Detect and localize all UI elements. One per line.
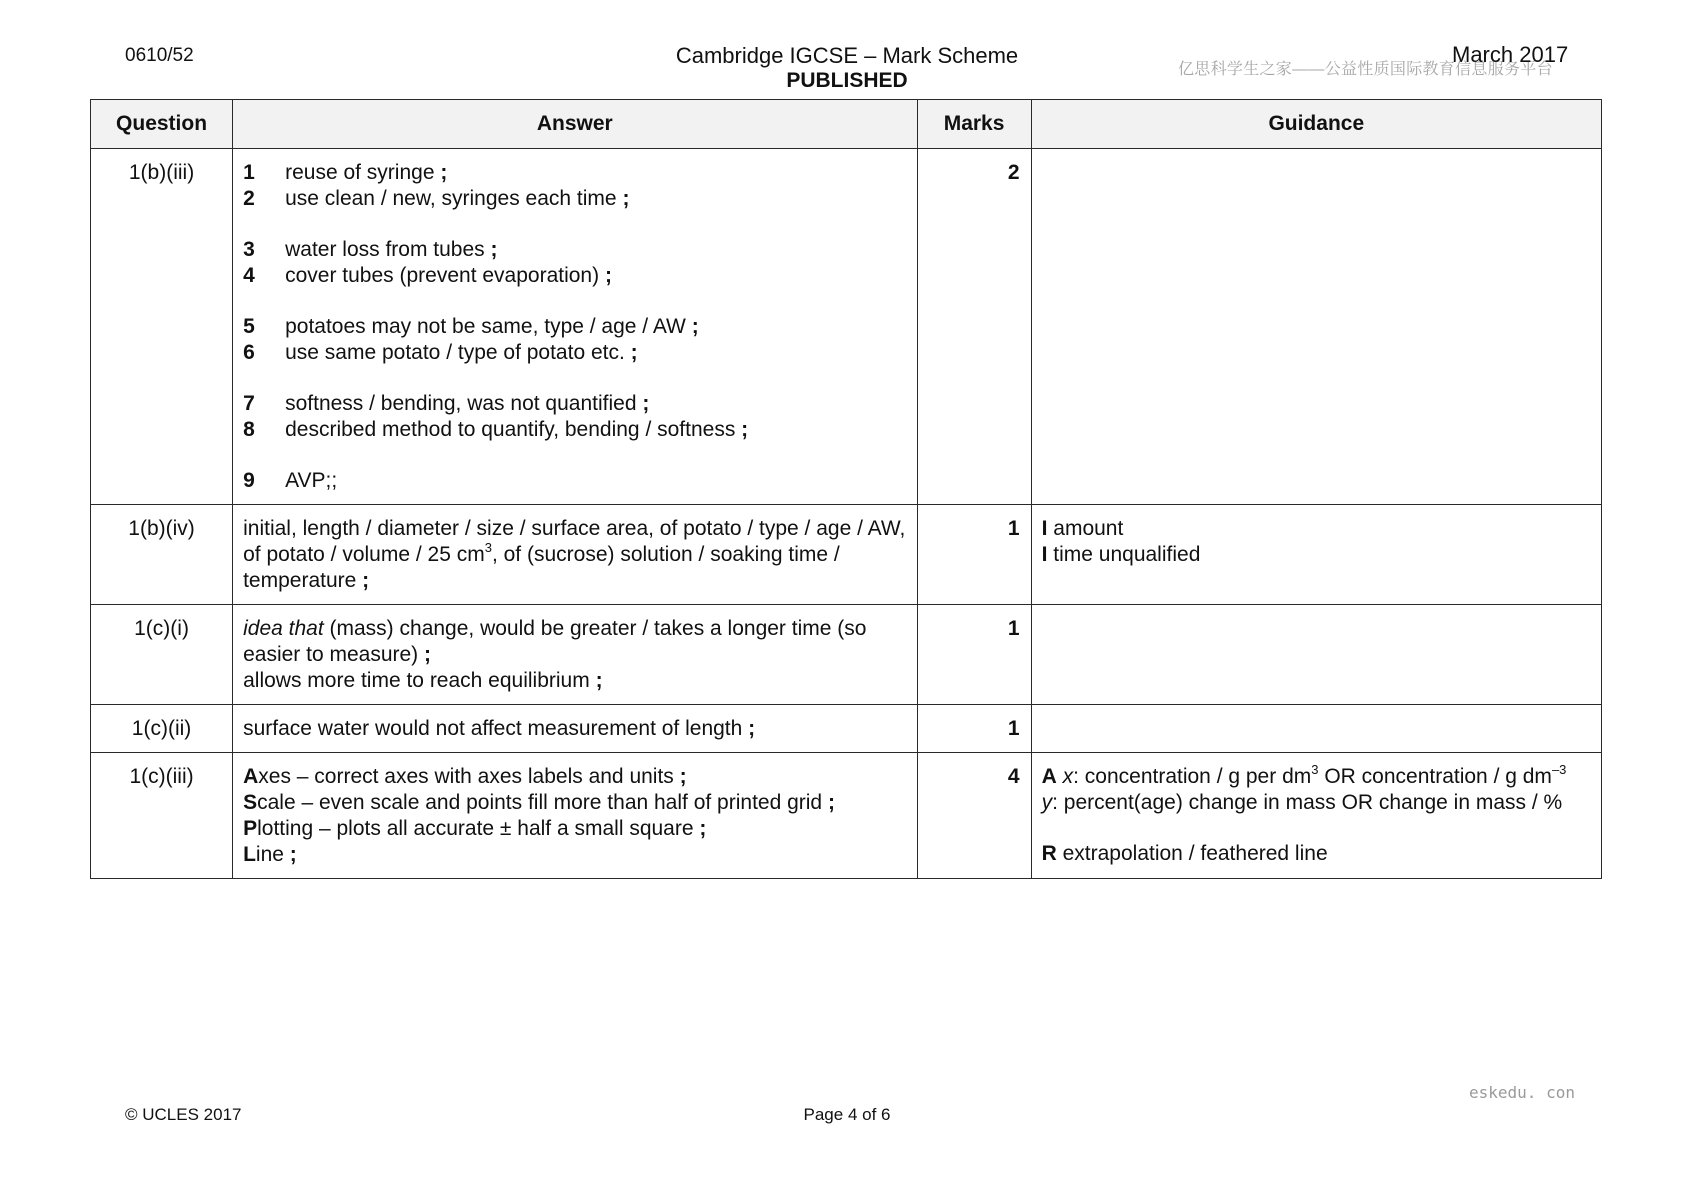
marks-cell: 2 bbox=[917, 149, 1031, 505]
guidance-cell: A x: concentration / g per $dm^3$ OR concentration / g $dm^{-3}$ y: percent(age) change in mass OR change in mass / % R extrapolation / feathered line bbox=[1031, 753, 1601, 879]
answer-point: 2 use clean / new, syringes each time ; bbox=[243, 187, 630, 210]
guidance-cell bbox=[1031, 605, 1601, 705]
table-row bbox=[91, 753, 1602, 879]
marks-cell: 4 bbox=[917, 753, 1031, 879]
question-cell: 1(c)(i) bbox=[91, 605, 233, 705]
document-title: Cambridge IGCSE – Mark Scheme bbox=[675, 43, 1019, 68]
table-row bbox=[91, 705, 1602, 753]
answer-cell bbox=[233, 149, 917, 505]
answer-point: 5 potatoes may not be same, type / age / AW ; bbox=[243, 315, 699, 338]
table-row bbox=[91, 605, 1602, 705]
marks-cell: 1 bbox=[917, 705, 1031, 753]
exam-date: March 2017 bbox=[1452, 42, 1569, 67]
mark-scheme-table bbox=[90, 99, 1602, 879]
question-cell: 1(b)(iii) bbox=[91, 149, 233, 505]
guidance-cell bbox=[1031, 705, 1601, 753]
answer-cell: surface water would not affect measurement of length ; bbox=[233, 705, 917, 753]
table-header-row bbox=[91, 100, 1602, 149]
paper-code: 0610/52 bbox=[125, 45, 194, 66]
page-number: Page 4 of 6 bbox=[803, 1105, 891, 1124]
header-answer: Answer bbox=[233, 100, 917, 149]
guidance-cell bbox=[1031, 149, 1601, 505]
published-label: PUBLISHED bbox=[786, 69, 908, 92]
answer-point: 9 AVP;; bbox=[243, 469, 338, 492]
header-marks: Marks bbox=[917, 100, 1031, 149]
answer-point: 7 softness / bending, was not quantified ; bbox=[243, 392, 650, 415]
answer-point: 6 use same potato / type of potato etc. ; bbox=[243, 341, 638, 364]
answer-point: 1 reuse of syringe ; bbox=[243, 161, 448, 184]
answer-cell: idea that (mass) change, would be greater / takes a longer time (so easier to measure) ; allows more time to reach equilibrium ; bbox=[233, 605, 917, 705]
answer-point: 3 water loss from tubes ; bbox=[243, 238, 498, 261]
table-row bbox=[91, 505, 1602, 605]
marks-cell: 1 bbox=[917, 605, 1031, 705]
guidance-cell: I amount I time unqualified bbox=[1031, 505, 1601, 605]
answer-point: 4 cover tubes (prevent evaporation) ; bbox=[243, 264, 612, 287]
question-cell: 1(b)(iv) bbox=[91, 505, 233, 605]
answer-cell: initial, length / diameter / size / surface area, of potato / type / age / AW, of potato / volume / 25 $cm^3$, of (sucrose) solution / soaking time / temperature ; bbox=[233, 505, 917, 605]
question-cell: 1(c)(iii) bbox=[91, 753, 233, 879]
footer-watermark: eskedu. con bbox=[1469, 1083, 1575, 1102]
watermark-text: 亿思科学生之家——公益性质国际教育信息服务平台 bbox=[1178, 61, 1553, 78]
header-guidance: Guidance bbox=[1031, 100, 1601, 149]
marks-cell: 1 bbox=[917, 505, 1031, 605]
table-row bbox=[91, 149, 1602, 505]
answer-cell: Axes – correct axes with axes labels and units ; Scale – even scale and points fill more than half of printed grid ; Plotting – plots all accurate ± half a small square ; Line ; bbox=[233, 753, 917, 879]
question-cell: 1(c)(ii) bbox=[91, 705, 233, 753]
header-question: Question bbox=[91, 100, 233, 149]
copyright: © UCLES 2017 bbox=[125, 1105, 242, 1124]
answer-point: 8 described method to quantify, bending / softness ; bbox=[243, 418, 749, 441]
